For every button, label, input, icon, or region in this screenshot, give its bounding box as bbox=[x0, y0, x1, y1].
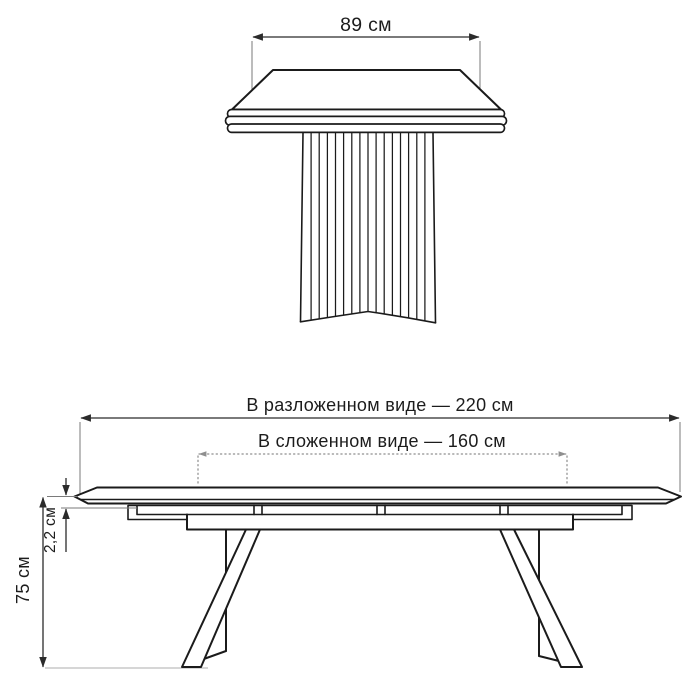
unfolded-dimension-label: В разложенном виде — 220 см bbox=[246, 395, 514, 415]
apron-frame bbox=[187, 515, 573, 530]
rail-profile bbox=[128, 506, 632, 520]
width-dimension-label: 89 см bbox=[340, 14, 392, 36]
pedestal-column bbox=[301, 133, 436, 323]
right-leg bbox=[500, 530, 582, 668]
pedestal-bottom-edge bbox=[301, 312, 436, 323]
pedestal-left-edge bbox=[301, 133, 304, 322]
extension-rail bbox=[128, 506, 632, 520]
side-view-extended bbox=[13, 395, 681, 668]
pedestal-right-edge bbox=[433, 133, 436, 323]
left-leg-front-blade bbox=[182, 530, 260, 668]
thickness-dimension-label: 2,2 см bbox=[42, 506, 59, 554]
left-leg bbox=[182, 530, 260, 668]
tabletop-slab bbox=[75, 488, 682, 504]
height-dimension-label: 75 см bbox=[13, 556, 33, 604]
tabletop-edge-molding-3 bbox=[228, 124, 505, 132]
folded-dimension-label: В сложенном виде — 160 см bbox=[258, 431, 506, 451]
top-view-front-elevation bbox=[226, 14, 507, 323]
tabletop-top-surface bbox=[232, 70, 501, 110]
rail-joint-ticks bbox=[254, 506, 508, 515]
tabletop-outline bbox=[75, 488, 682, 504]
folded-dimension-160 bbox=[198, 431, 567, 485]
right-leg-front-blade bbox=[500, 530, 582, 668]
